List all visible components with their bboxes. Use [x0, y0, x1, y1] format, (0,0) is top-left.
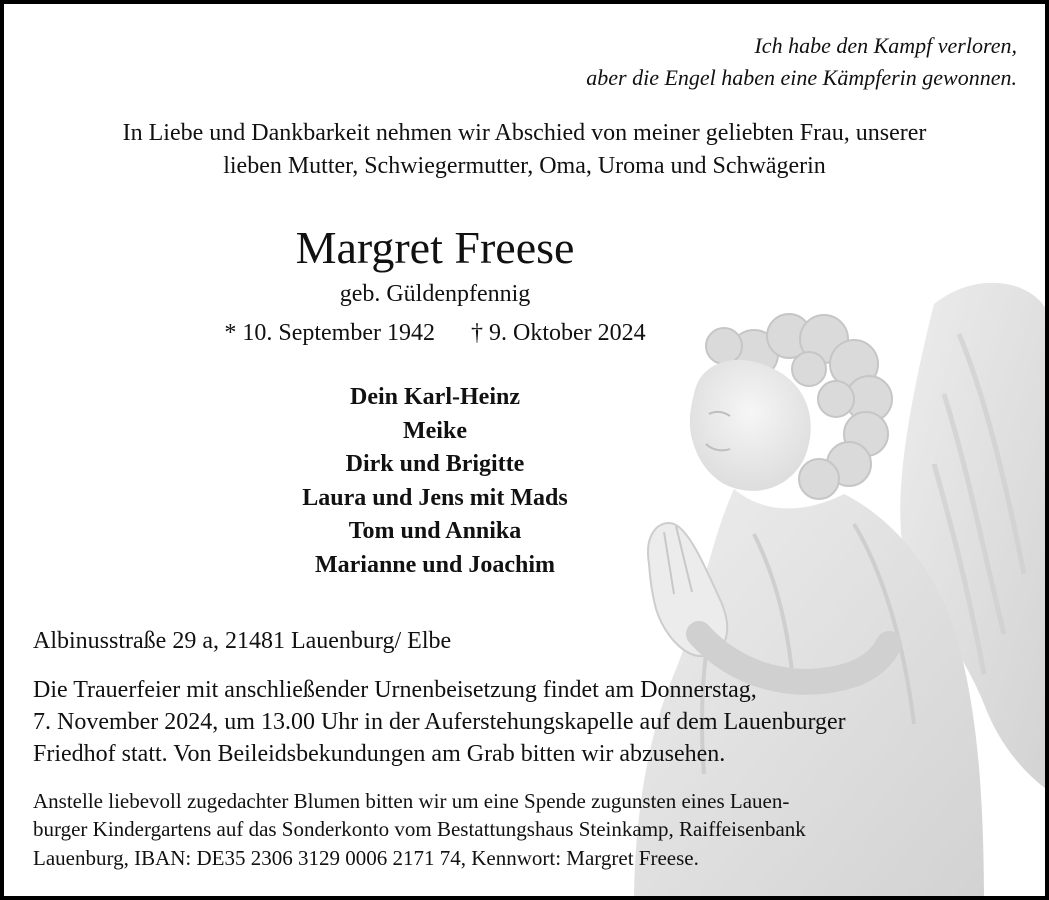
donation-line-3: Lauenburg, IBAN: DE35 2306 3129 0006 2171 74, Kennwort: Margret Freese. — [33, 846, 699, 870]
quote-line-1: Ich habe den Kampf verloren, — [754, 33, 1017, 58]
address: Albinusstraße 29 a, 21481 Lauenburg/ Elbe — [33, 628, 452, 654]
deceased-name: Margret Freese — [295, 222, 575, 273]
mourner-2: Meike — [403, 418, 467, 444]
mourner-1: Dein Karl-Heinz — [350, 384, 520, 410]
mourner-4: Laura und Jens mit Mads — [302, 485, 568, 511]
service-line-2: 7. November 2024, um 13.00 Uhr in der Auferstehungskapelle auf dem Lauenburger — [33, 709, 846, 735]
death-date: † 9. Oktober 2024 — [470, 320, 646, 346]
mourner-5: Tom und Annika — [348, 518, 522, 544]
intro-line-2: lieben Mutter, Schwiegermutter, Oma, Uroma und Schwägerin — [223, 153, 826, 179]
intro-line-1: In Liebe und Dankbarkeit nehmen wir Abschied von meiner geliebten Frau, unserer — [122, 120, 927, 146]
birth-name: geb. Güldenpfennig — [339, 281, 531, 307]
mourner-3: Dirk und Brigitte — [345, 451, 525, 477]
quote-line-2: aber die Engel haben eine Kämpferin gewonnen. — [586, 65, 1017, 90]
mourner-6: Marianne und Joachim — [314, 552, 556, 578]
service-line-3: Friedhof statt. Von Beileidsbekundungen am Grab bitten wir abzusehen. — [33, 741, 726, 767]
service-line-1: Die Trauerfeier mit anschließender Urnenbeisetzung findet am Donnerstag, — [33, 677, 757, 703]
donation-line-1: Anstelle liebevoll zugedachter Blumen bitten wir um eine Spende zugunsten eines Lauen- — [33, 789, 790, 813]
life-dates — [4, 317, 866, 349]
birth-date: * 10. September 1942 — [224, 320, 435, 346]
donation-line-2: burger Kindergartens auf das Sonderkonto vom Bestattungshaus Steinkamp, Raiffeisenbank — [33, 817, 806, 841]
